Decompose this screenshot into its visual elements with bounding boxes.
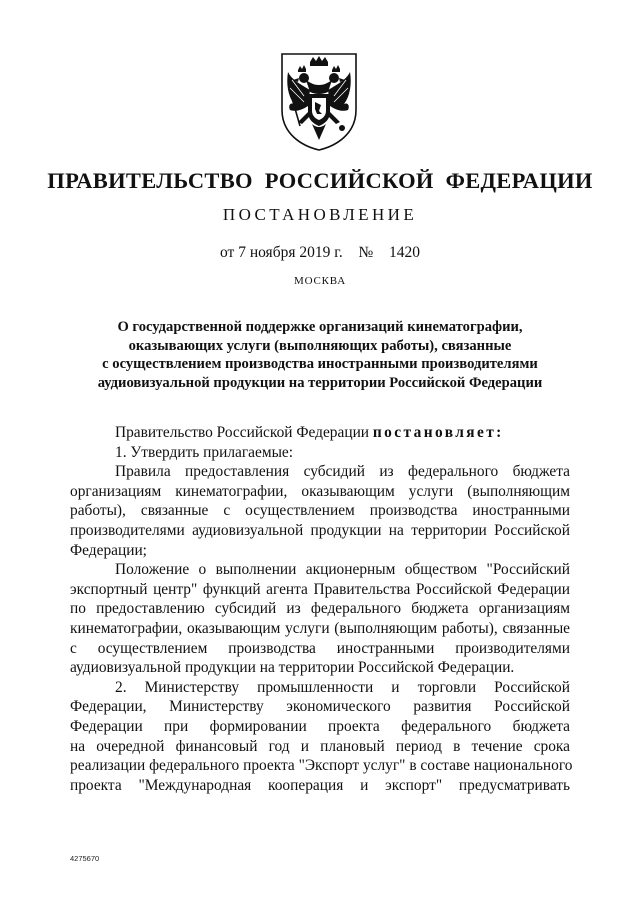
document-type: ПОСТАНОВЛЕНИЕ: [222, 205, 418, 224]
document-heading: [70, 318, 570, 392]
heading-line: оказывающих услуги (выполняющих работы), связанные: [128, 337, 512, 354]
body-line: экспортный центр" функций агента Правительства Российской Федерации: [70, 580, 570, 598]
document-code: 4275670: [70, 854, 100, 863]
body-line: с осуществлением производства иностранными производителями: [70, 639, 570, 657]
number-sign: №: [358, 244, 374, 261]
document-body: [70, 423, 573, 795]
russian-coat-of-arms-icon: [274, 50, 364, 152]
body-line: проекта "Международная кооперация и экспорт" предусматривать: [70, 776, 570, 794]
body-line: на очередной финансовый год и плановый период в течение срока: [70, 737, 570, 755]
decree-intro: [70, 423, 570, 443]
body-line: 2. Министерству промышленности и торговли Российской: [115, 678, 570, 696]
body-line: Федерации, Министерству экономического развития Российской: [70, 698, 570, 716]
body-line: реализации федерального проекта "Экспорт услуг" в составе национального: [70, 757, 573, 775]
body-line: производителями аудиовизуальной продукции на территории Российской: [70, 521, 570, 539]
document-date-line: [0, 244, 640, 262]
body-line: 1. Утвердить прилагаемые:: [115, 443, 294, 461]
body-line: Положение о выполнении акционерным обществом "Российский: [115, 561, 570, 579]
document-number: 1420: [389, 244, 420, 261]
body-line: кинематографии, оказывающим услуги (выполняющим работы), связанные: [70, 619, 570, 637]
heading-line: с осуществлением производства иностранными производителями: [102, 356, 538, 372]
body-line: организациям кинематографии, оказывающим услуги (выполняющим: [70, 482, 570, 500]
body-line: Федерации;: [70, 541, 147, 559]
date-prefix: от: [219, 244, 235, 261]
heading-line: аудиовизуальной продукции на территории Российской Федерации: [97, 374, 543, 391]
body-line: работы), связанные с осуществлением производства иностранными: [70, 502, 570, 520]
heading-line: О государственной поддержке организаций кинематографии,: [117, 319, 523, 335]
government-title: ПРАВИТЕЛЬСТВО РОССИЙСКОЙ ФЕДЕРАЦИИ: [47, 168, 593, 193]
document-date: 7 ноября 2019 г.: [238, 244, 343, 261]
body-line: Правила предоставления субсидий из федерального бюджета: [115, 463, 570, 481]
document-city: МОСКВА: [294, 275, 346, 287]
decree-verb: постановляет:: [372, 424, 504, 441]
body-line: по предоставлению субсидий из федерального бюджета организациям: [70, 600, 570, 618]
decree-intro-text: Правительство Российской Федерации: [115, 424, 370, 441]
body-line: Федерации при формировании проекта федерального бюджета: [70, 717, 570, 735]
body-line: аудиовизуальной продукции на территории Российской Федерации.: [70, 659, 515, 677]
